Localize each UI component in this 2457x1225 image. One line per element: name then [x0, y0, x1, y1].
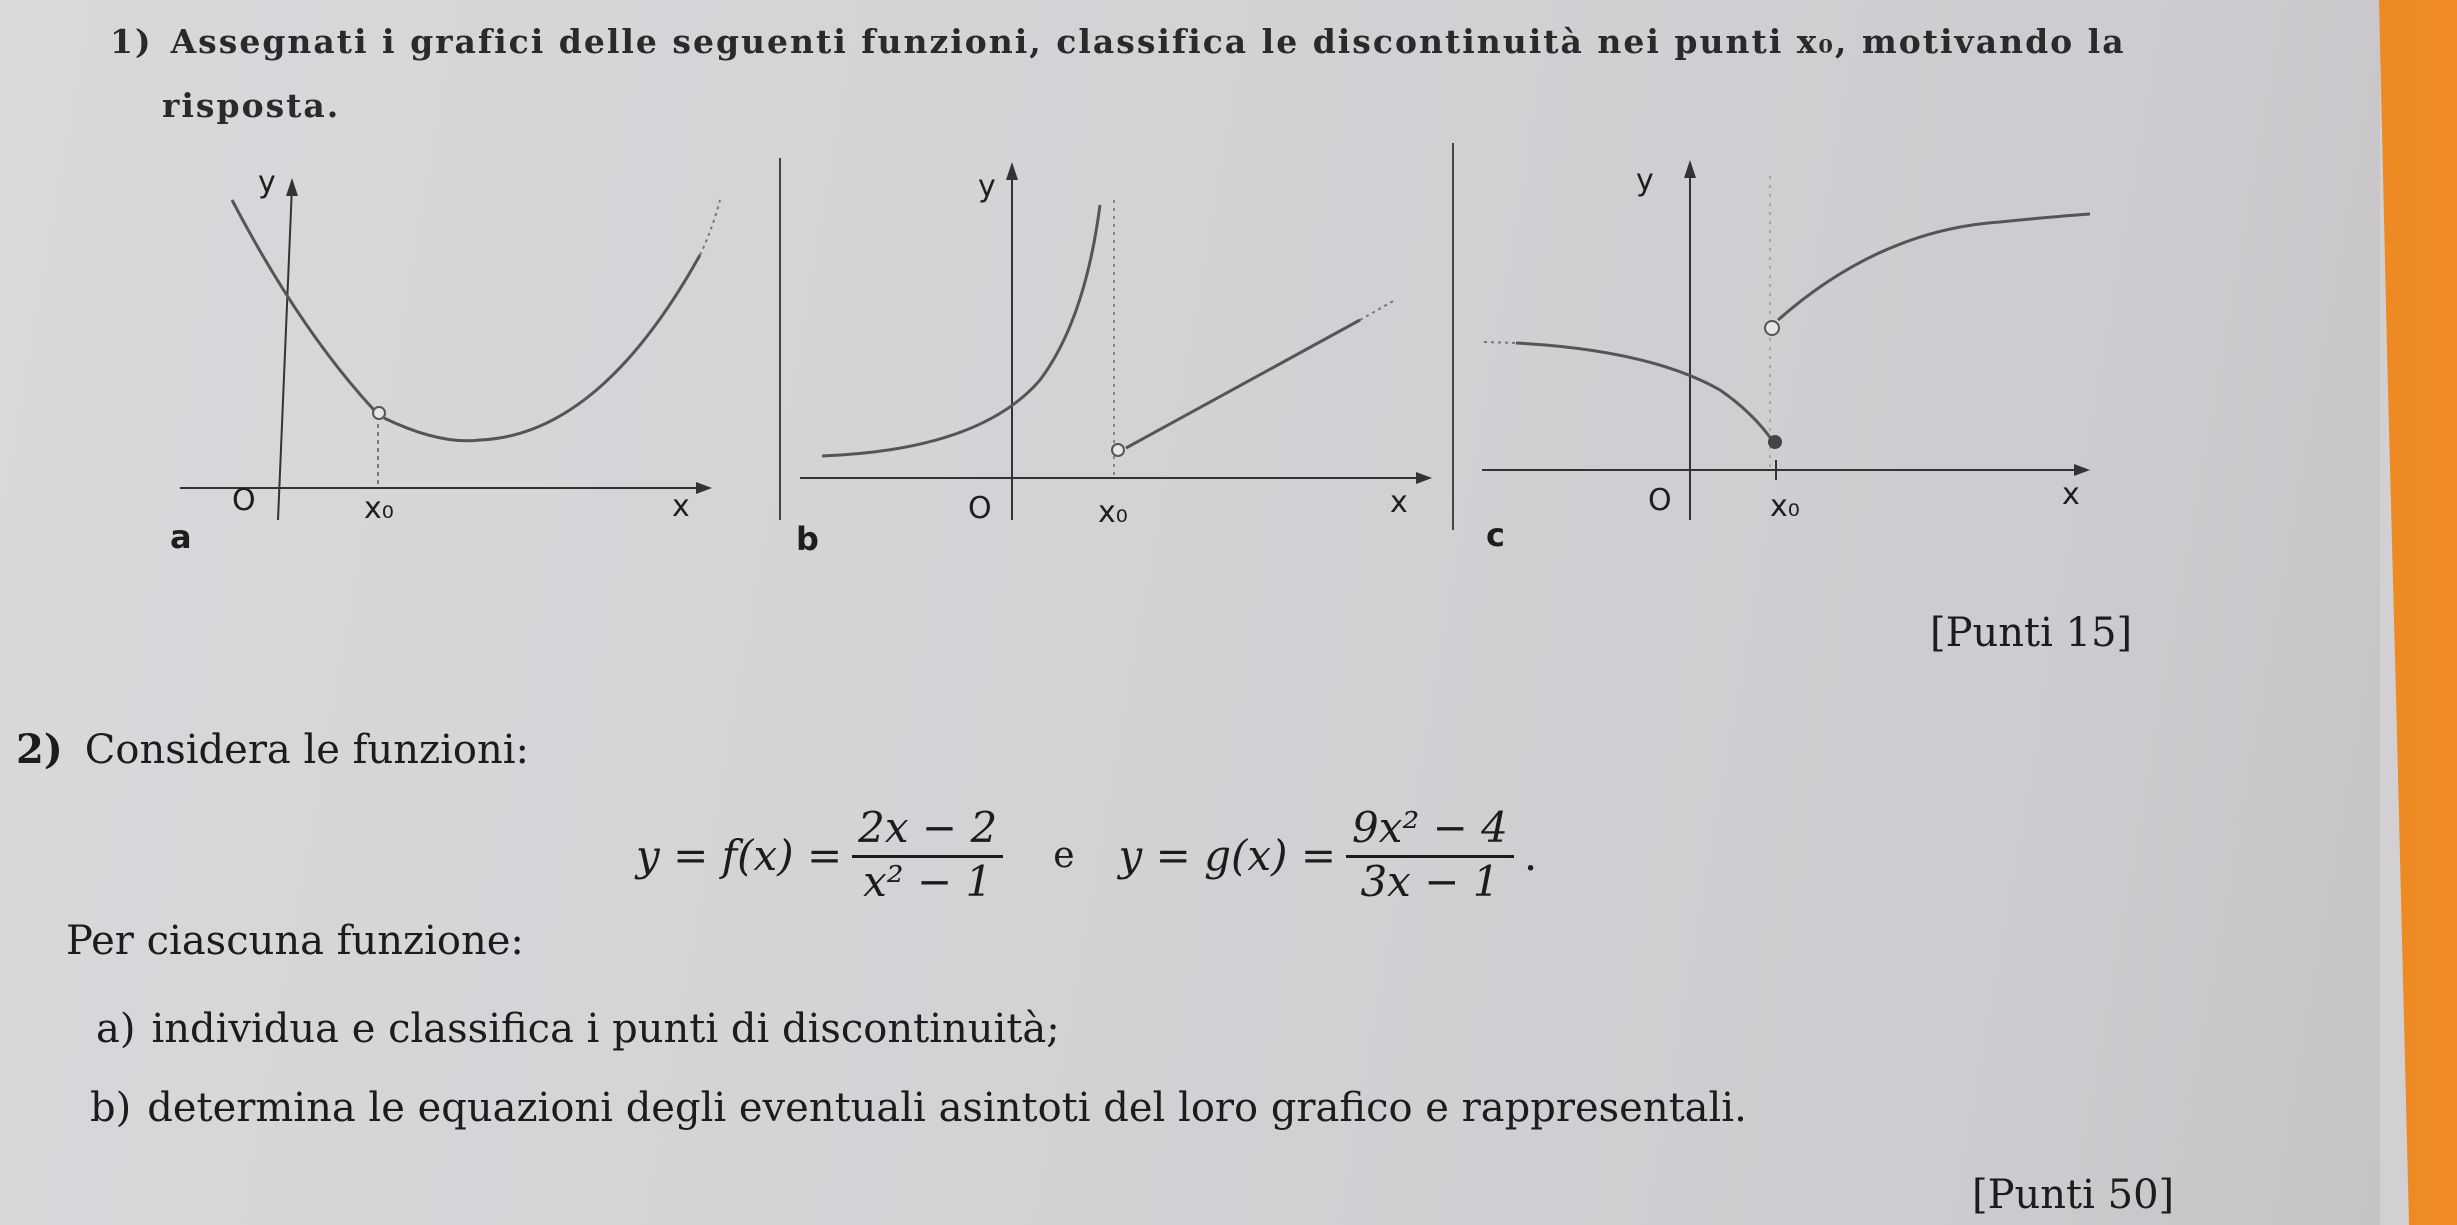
graph-a-letter: a — [170, 518, 192, 556]
question1-number: 1) — [110, 22, 153, 61]
f-lhs: y = f(x) = — [636, 830, 843, 880]
graph-b — [796, 162, 1432, 558]
graph-b-hole — [1112, 444, 1124, 456]
g-fraction — [1346, 804, 1514, 906]
graph-c-y-arrow — [1684, 160, 1696, 178]
item-a-label: a) — [96, 1006, 136, 1052]
question1-prompt: Assegnati i grafici delle seguenti funzioni, classifica le discontinuità nei punti x₀, motivando la — [170, 22, 2126, 61]
graph-c-x0-label: x₀ — [1770, 489, 1800, 524]
graph-c-hole — [1765, 321, 1779, 335]
graph-b-line-right — [1126, 320, 1360, 448]
graph-a-curve-left — [232, 200, 374, 410]
question2-number: 2) — [16, 726, 63, 773]
question1-text-line2: risposta. — [162, 86, 341, 125]
g-numerator: 9x² − 4 — [1346, 804, 1514, 857]
question1-points: [Punti 15] — [1930, 610, 2133, 656]
item-a-text: individua e classifica i punti di discontinuità; — [151, 1006, 1060, 1052]
item-b-text: determina le equazioni degli eventuali asintoti del loro grafico e rappresentali. — [147, 1085, 1747, 1131]
graph-b-x-arrow — [1416, 472, 1432, 484]
graph-b-x0-label: x₀ — [1098, 495, 1128, 530]
question1-graphs — [0, 0, 2380, 600]
f-fraction — [852, 804, 1003, 906]
graph-b-y-label: y — [978, 169, 996, 204]
graph-c-curve-right — [1778, 214, 2090, 320]
graph-a-x-arrow — [696, 482, 712, 494]
graph-a-curve-right — [384, 255, 700, 441]
graph-c-origin-label: O — [1648, 483, 1672, 518]
g-end-period: . — [1523, 830, 1538, 880]
graph-a-origin-label: O — [232, 483, 256, 518]
question2-item-b — [90, 1085, 1747, 1131]
graph-a-hole — [373, 407, 385, 419]
f-denominator: x² − 1 — [863, 856, 993, 906]
question2-points: [Punti 50] — [1972, 1172, 2175, 1218]
graph-c-curve-left — [1516, 343, 1772, 440]
question2-title-line — [16, 726, 529, 773]
graph-c — [1482, 160, 2090, 554]
graph-a-x-label: x — [672, 489, 690, 524]
graph-c-filled-point — [1768, 435, 1782, 449]
graph-c-x-label: x — [2062, 477, 2080, 512]
graph-c-x-arrow — [2074, 464, 2090, 476]
graph-b-curve-left — [822, 205, 1100, 456]
question2-title: Considera le funzioni: — [84, 727, 529, 773]
graph-b-y-arrow — [1006, 162, 1018, 180]
per-ciascuna-text: Per ciascuna funzione: — [66, 918, 524, 964]
graph-b-origin-label: O — [968, 491, 992, 526]
graph-c-y-label: y — [1636, 163, 1654, 198]
graph-b-letter: b — [796, 520, 819, 558]
graph-a-x0-label: x₀ — [364, 491, 394, 526]
question2-item-a — [96, 1006, 1060, 1052]
graph-a-y-arrow — [286, 178, 298, 196]
conjunction: e — [1053, 834, 1075, 876]
graph-c-letter: c — [1486, 516, 1505, 554]
f-numerator: 2x − 2 — [852, 804, 1003, 857]
g-lhs: y = g(x) = — [1118, 830, 1337, 880]
graph-a — [170, 165, 720, 556]
graph-a-y-axis — [278, 186, 292, 520]
item-b-label: b) — [90, 1085, 132, 1131]
g-denominator: 3x − 1 — [1360, 856, 1500, 906]
graph-b-x-label: x — [1390, 485, 1408, 520]
graph-a-y-label: y — [258, 165, 276, 200]
question2-formula — [636, 800, 1537, 910]
